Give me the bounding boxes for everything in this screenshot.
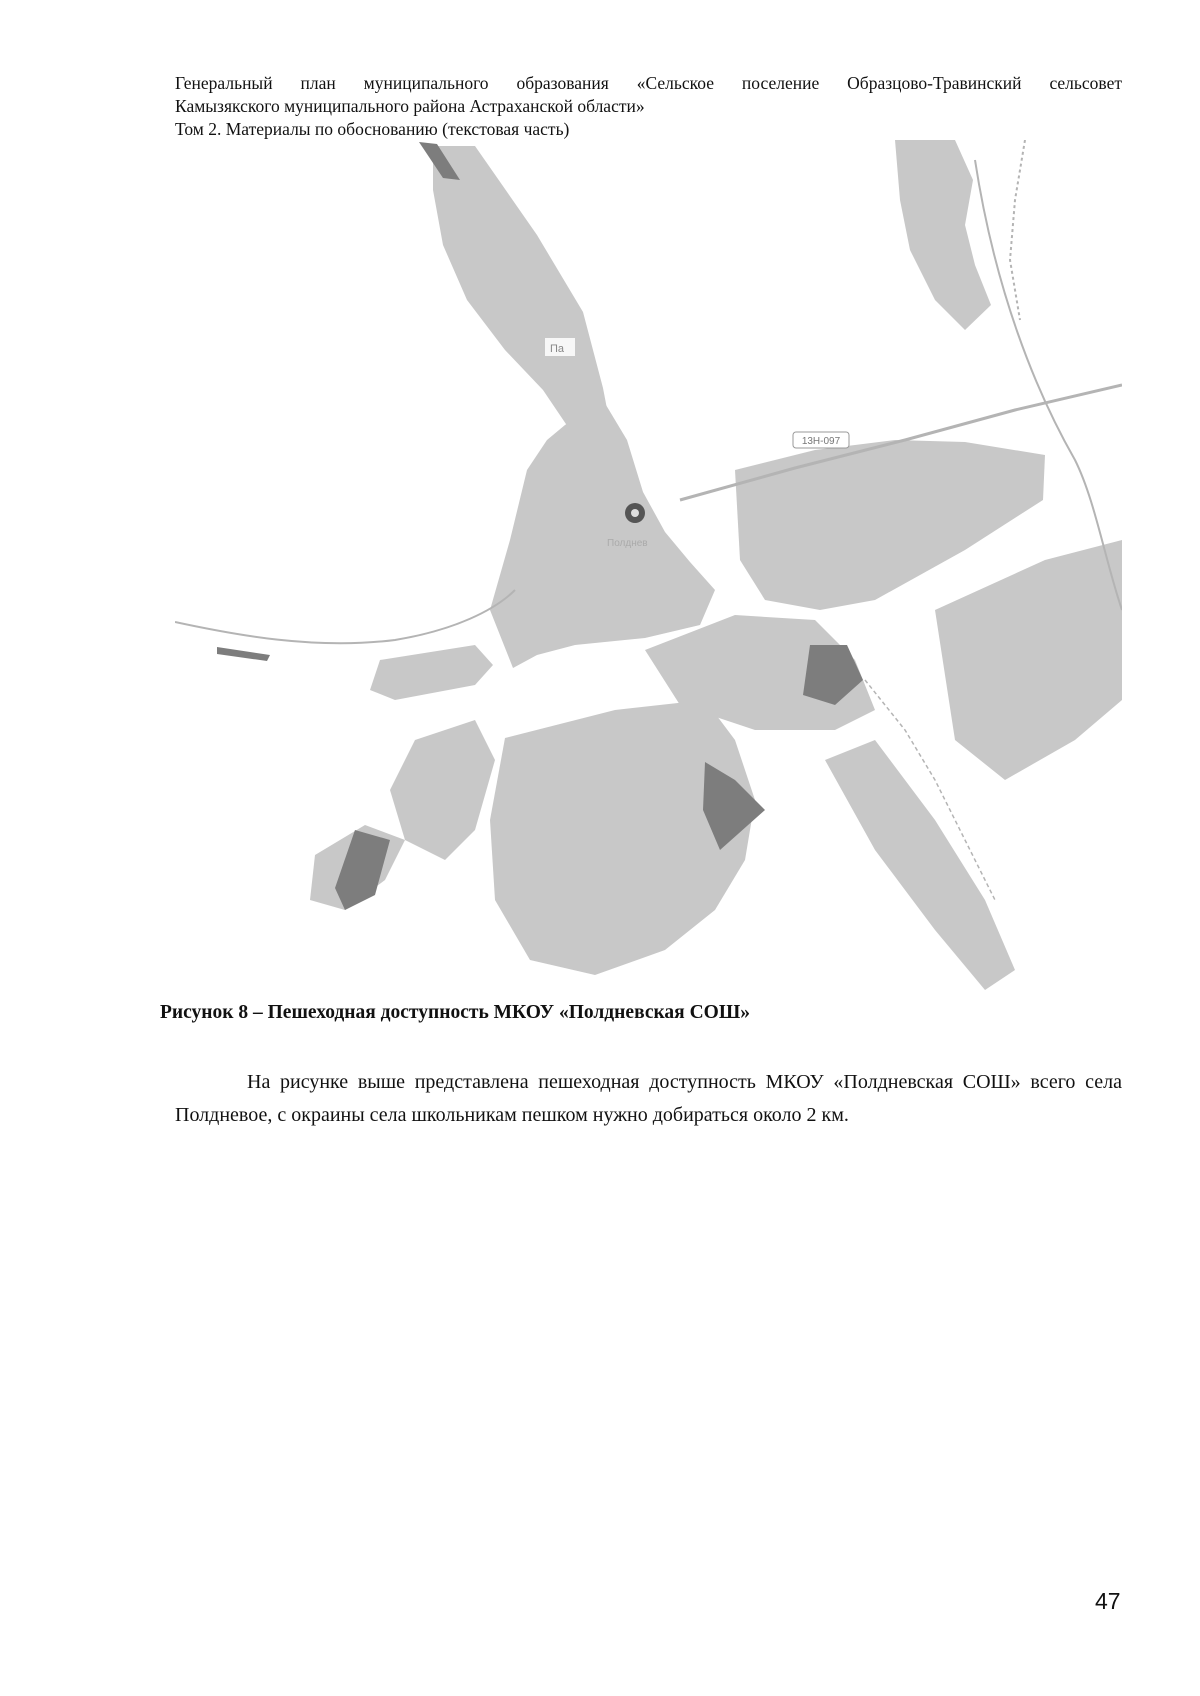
page-number: 47 <box>1095 1588 1121 1614</box>
map-figure <box>175 140 1122 998</box>
place-label: Полднев <box>607 538 648 549</box>
map-svg <box>175 140 1122 998</box>
page-header <box>175 72 1122 141</box>
map-tag-label: Па <box>550 343 565 355</box>
header-line-2: Камызякского муниципального района Астраханской области» <box>175 96 645 116</box>
figure-caption: Рисунок 8 – Пешеходная доступность МКОУ «Полдневская СОШ» <box>160 1002 751 1023</box>
body-paragraph: На рисунке выше представлена пешеходная доступность МКОУ «Полдневская СОШ» всего села Полдневое, с окраины села школьникам пешком нужно добираться около 2 км. <box>175 1071 1122 1126</box>
header-line-3: Том 2. Материалы по обоснованию (текстовая часть) <box>175 119 570 139</box>
header-line-1: Генеральный план муниципального образования «Сельское поселение Образцово-Травинский сельсовет <box>175 73 1122 93</box>
map-tag <box>545 338 575 356</box>
road-number-sign <box>793 432 849 448</box>
road-number-label: 13Н-097 <box>801 436 841 447</box>
school-marker-icon <box>625 503 645 523</box>
